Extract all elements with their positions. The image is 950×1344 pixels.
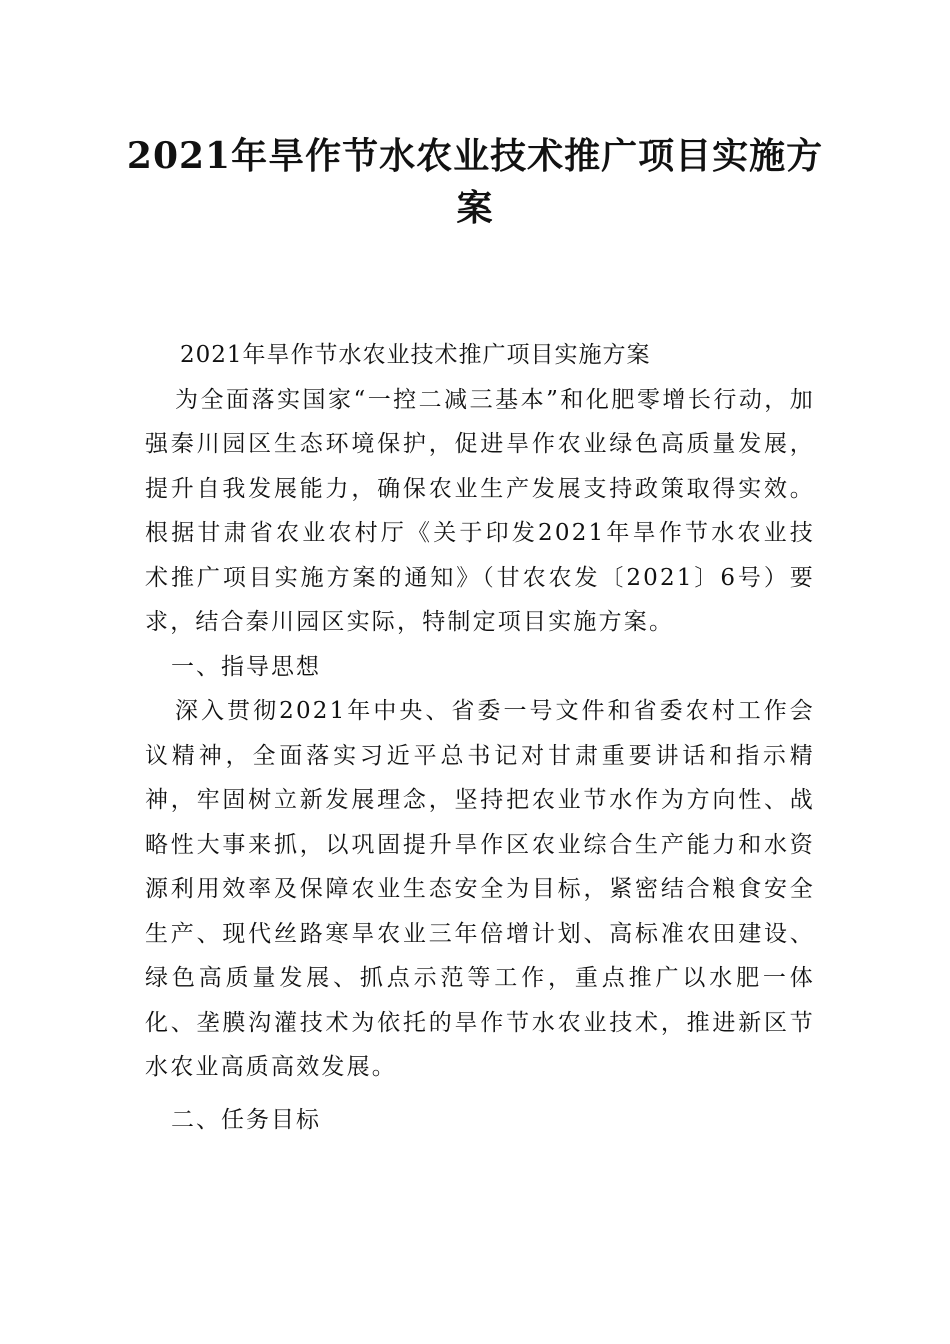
document-subtitle: 2021年旱作节水农业技术推广项目实施方案 [180, 342, 651, 368]
document-title: 2021年旱作节水农业技术推广项目实施方案 [126, 135, 824, 229]
section-heading-guiding-ideology: 一、指导思想 [171, 653, 321, 680]
document-body [145, 333, 815, 1142]
section-heading-task-goals: 二、任务目标 [171, 1106, 321, 1133]
guiding-ideology-paragraph: 深入贯彻2021年中央、省委一号文件和省委农村工作会议精神，全面落实习近平总书记对甘肃重要讲话和指示精神，牢固树立新发展理念，坚持把农业节水作为方向性、战略性大事来抓，以巩固提升旱作区农业综合生产能力和水资源利用效率及保障农业生态安全为目标，紧密结合粮食安全生产、现代丝路寒旱农业三年倍增计划、高标准农田建设、绿色高质量发展、抓点示范等工作，重点推广以水肥一体化、垄膜沟灌技术为依托的旱作节水农业技术，推进新区节水农业高质高效发展。 [145, 698, 815, 1080]
intro-paragraph: 为全面落实国家“一控二减三基本”和化肥零增长行动，加强秦川园区生态环境保护，促进旱作农业绿色高质量发展，提升自我发展能力，确保农业生产发展支持政策取得实效。根据甘肃省农业农村厅《关于印发2021年旱作节水农业技术推广项目实施方案的通知》（甘农农发〔2021〕6号）要求，结合秦川园区实际，特制定项目实施方案。 [145, 386, 815, 635]
